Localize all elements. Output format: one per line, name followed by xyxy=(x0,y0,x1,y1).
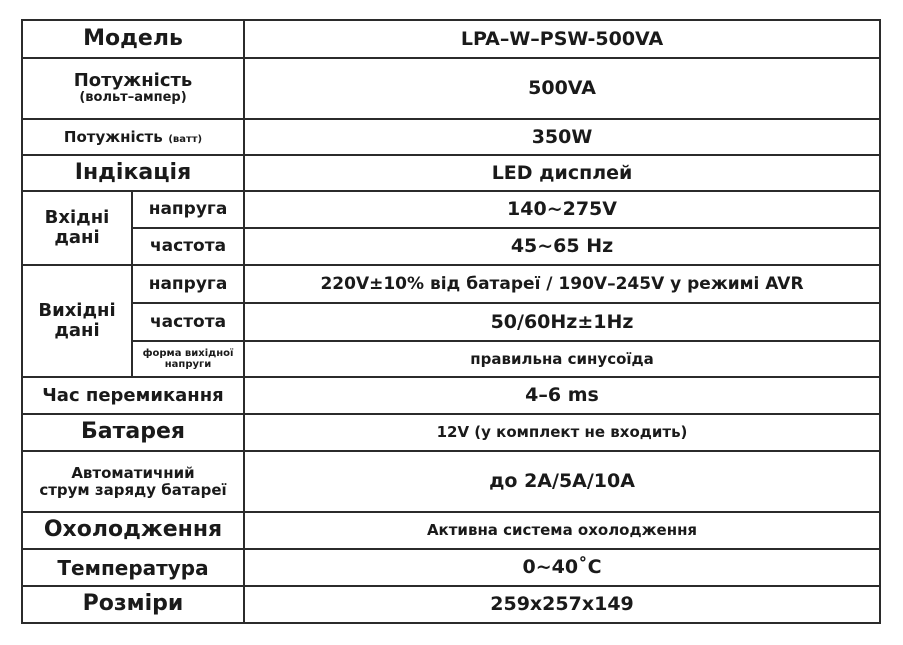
temperature-value: 0~40˚C xyxy=(244,549,880,586)
input-voltage-value: 140~275V xyxy=(244,191,880,228)
temperature-label: Температура xyxy=(22,549,244,586)
row-charge-current xyxy=(22,451,880,512)
power-w-value: 350W xyxy=(244,119,880,155)
output-waveform-value: правильна синусоїда xyxy=(244,341,880,377)
input-label-cell xyxy=(22,191,132,265)
charge-current-value: до 2A/5A/10A xyxy=(244,451,880,512)
input-label-line2: дані xyxy=(54,227,100,248)
dimensions-value: 259x257x149 xyxy=(244,586,880,623)
row-input-frequency xyxy=(22,228,880,265)
power-va-value: 500VA xyxy=(244,58,880,119)
indication-label: Індікація xyxy=(22,155,244,191)
row-power-w xyxy=(22,119,880,155)
battery-value: 12V (у комплект не входить) xyxy=(244,414,880,451)
row-indication xyxy=(22,155,880,191)
battery-label: Батарея xyxy=(22,414,244,451)
model-label: Модель xyxy=(22,20,244,58)
row-input-voltage xyxy=(22,191,880,228)
row-output-waveform xyxy=(22,341,880,377)
input-label-line1: Вхідні xyxy=(44,207,110,229)
charge-current-label-line1: Автоматичний xyxy=(71,464,195,482)
transfer-time-label: Час перемикання xyxy=(22,377,244,414)
input-voltage-label: напруга xyxy=(132,191,244,228)
power-w-label: Потужність xyxy=(63,128,163,147)
cooling-value: Активна система охолодження xyxy=(244,512,880,549)
row-dimensions xyxy=(22,586,880,623)
row-output-frequency xyxy=(22,303,880,341)
model-value: LPA–W–PSW-500VA xyxy=(244,20,880,58)
indication-value: LED дисплей xyxy=(244,155,880,191)
power-w-label-cell xyxy=(22,119,244,155)
output-voltage-value: 220V±10% від батареї / 190V–245V у режимі AVR xyxy=(244,265,880,303)
row-power-va xyxy=(22,58,880,119)
output-waveform-label-cell xyxy=(132,341,244,377)
output-frequency-value: 50/60Hz±1Hz xyxy=(244,303,880,341)
output-voltage-label: напруга xyxy=(132,265,244,303)
row-cooling xyxy=(22,512,880,549)
output-label-line2: дані xyxy=(54,320,100,341)
row-temperature xyxy=(22,549,880,586)
input-frequency-label: частота xyxy=(132,228,244,265)
output-frequency-label: частота xyxy=(132,303,244,341)
output-waveform-label-line2: напруги xyxy=(164,359,212,370)
output-waveform-label-line1: форма вихідної xyxy=(142,348,234,359)
power-w-unit-note: (ватт) xyxy=(168,134,203,146)
power-va-sublabel: (вольт–ампер) xyxy=(79,90,187,106)
transfer-time-value: 4–6 ms xyxy=(244,377,880,414)
output-label-cell xyxy=(22,265,132,377)
cooling-label: Охолодження xyxy=(22,512,244,549)
spec-table xyxy=(21,19,881,624)
row-output-voltage xyxy=(22,265,880,303)
power-va-label-cell xyxy=(22,58,244,119)
power-va-label: Потужність xyxy=(73,70,193,92)
row-model xyxy=(22,20,880,58)
row-battery xyxy=(22,414,880,451)
dimensions-label: Розміри xyxy=(22,586,244,623)
row-transfer-time xyxy=(22,377,880,414)
output-label-line1: Вихідні xyxy=(38,300,116,322)
charge-current-label-line2: струм заряду батареї xyxy=(39,480,227,499)
charge-current-label-cell xyxy=(22,451,244,512)
input-frequency-value: 45~65 Hz xyxy=(244,228,880,265)
